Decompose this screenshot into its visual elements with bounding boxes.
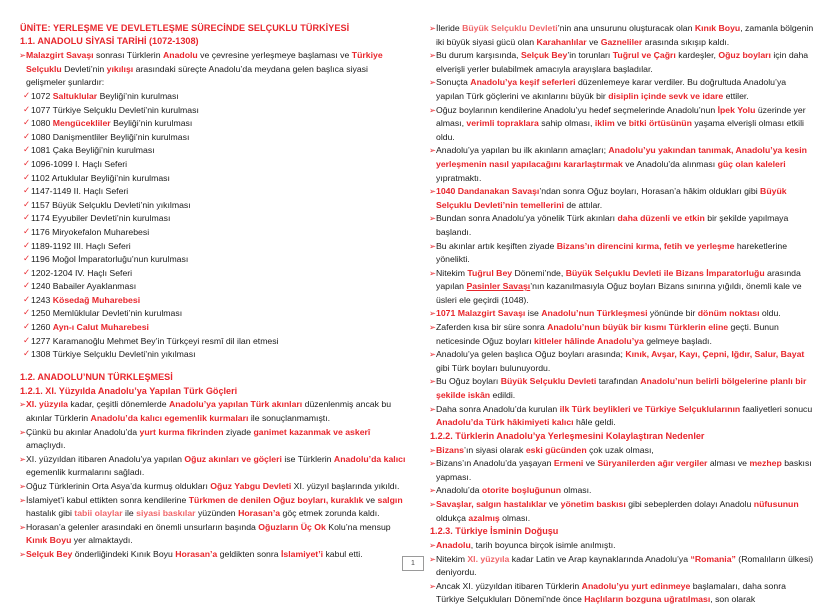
- list-item: [420, 185, 816, 212]
- list-item-text: Nitekim XI. yüzyıla kadar Latin ve Arap kaynaklarında Anadolu’ya “Romania” (Romalıların ülkesi) deniyordu.: [436, 553, 814, 578]
- highlighted-term: Horasan’a: [175, 548, 218, 559]
- list-item-text: 1077 Türkiye Selçuklu Devleti’nin kurulması: [31, 104, 199, 115]
- list-item-text: Bundan sonra Anadolu’ya yönelik Türk akınları daha düzenli ve etkin bir şekilde yapılmaya başlandı.: [436, 213, 789, 237]
- list-item-text: Çünkü bu akınlar Anadolu’da yurt kurma fikrinden ziyade ganimet kazanmak ve askerî amaçlıydı.: [26, 426, 371, 451]
- two-column-layout: [10, 22, 818, 607]
- list-item: [420, 457, 816, 484]
- arrow-bullet-icon: ➢: [429, 580, 436, 591]
- list-item: [10, 321, 406, 335]
- list-item-text: Anadolu’da otorite boşluğunun olması.: [436, 485, 592, 496]
- section-heading-1-1: 1.1. ANADOLU SİYASİ TARİHİ (1072-1308): [20, 36, 199, 47]
- highlighted-term: İslamiyet’i: [281, 548, 324, 559]
- arrow-bullet-icon: ➢: [429, 145, 436, 156]
- intro-bullet-list: [10, 49, 406, 90]
- arrow-bullet-icon: ➢: [429, 444, 436, 455]
- section-heading-1-2-2: 1.2.2. Türklerin Anadolu’ya Yerleşmesini Kolaylaştıran Nedenler: [430, 430, 705, 441]
- highlighted-term: yıkılışı: [106, 63, 134, 74]
- list-item: [10, 494, 406, 521]
- highlighted-term: eski gücünden: [525, 444, 587, 455]
- page-number-label: 1: [411, 560, 415, 567]
- list-item-text: 1196 Moğol İmparatorluğu’nun kurulması: [31, 254, 189, 265]
- list-item: [10, 212, 406, 226]
- reasons-bullet-list: [420, 444, 816, 526]
- check-bullet-icon: ✓: [23, 90, 31, 101]
- list-item: [420, 321, 816, 348]
- highlighted-term: Tuğrul Bey: [467, 267, 513, 278]
- list-item: [10, 521, 406, 548]
- check-bullet-icon: ✓: [23, 104, 31, 115]
- list-item: [10, 104, 406, 118]
- list-item-text: Bu Oğuz boyları Büyük Selçuklu Devleti tarafından Anadolu’nun belirli bölgelerine planlı bir şekilde iskân edildi.: [436, 376, 807, 401]
- list-item: [420, 104, 816, 145]
- list-item-text: Savaşlar, salgın hastalıklar ve yönetim baskısı gibi sebeplerden dolayı Anadolu nüfusunun oldukça azalmış olması.: [436, 498, 799, 523]
- list-item-text: 1157 Büyük Selçuklu Devleti’nin yıkılması: [31, 199, 191, 210]
- highlighted-term: Pasinler Savaşı: [466, 281, 531, 292]
- list-item-text: Oğuz boylarının kendilerine Anadolu’yu hedef seçmelerinde Anadolu’nun İpek Yolu üzerinde yer alması, verimli topraklara sahip olması, iklim ve bitki örtüsünün yaşama elverişli olması etkili oldu.: [436, 104, 806, 142]
- list-item-text: 1040 Dandanakan Savaşı’ndan sonra Oğuz boyları, Horasan’a hâkim oldukları gibi Büyük Selçuklu Devleti’nin temellerini de attılar.: [436, 186, 787, 210]
- list-item-text: 1081 Çaka Beyliği’nin kurulması: [31, 145, 155, 156]
- list-item: [10, 185, 406, 199]
- list-item: [420, 539, 816, 553]
- highlighted-term: İpek Yolu: [717, 104, 756, 115]
- highlighted-term: Anadolu’yu yakından tanımak, Anadolu’ya kesin yerleşmenin nasıl yapılacağını kararlaştırmak: [436, 145, 807, 169]
- check-bullet-icon: ✓: [23, 158, 31, 169]
- list-item: [10, 335, 406, 349]
- list-item: [420, 240, 816, 267]
- list-item: [10, 307, 406, 321]
- highlighted-term: Anadolu’ya keşif seferleri: [470, 77, 576, 88]
- arrow-bullet-icon: ➢: [429, 23, 436, 33]
- highlighted-term: ilk Türk beylikleri ve Türkiye Selçuklularının: [559, 403, 741, 414]
- turkiye-name-bullet-list: [420, 539, 816, 607]
- highlighted-term: bitki örtüsünün: [628, 118, 692, 129]
- check-bullet-icon: ✓: [23, 349, 31, 360]
- migration-bullet-list: [10, 398, 406, 561]
- arrow-bullet-icon: ➢: [429, 322, 436, 333]
- highlighted-term: Ayn-ı Calut Muharebesi: [52, 322, 149, 333]
- list-item: [10, 426, 406, 453]
- highlighted-term: Karahanlılar: [536, 36, 587, 47]
- highlighted-term: “Romania”: [690, 553, 736, 564]
- highlighted-term: Anadolu’nun Türkleşmesi: [541, 308, 648, 319]
- highlighted-term: yönetim baskısı: [560, 498, 626, 509]
- list-item-text: İslamiyet’i kabul ettikten sonra kendilerine Türkmen de denilen Oğuz boyları, kuraklık ve salgın hastalık gibi tabii olaylar ile siyasi baskılar yüzünden Horasan’a göç etmek zorunda kaldı.: [26, 494, 403, 519]
- arrow-bullet-icon: ➢: [19, 521, 26, 532]
- check-bullet-icon: ✓: [23, 226, 31, 237]
- highlighted-term: Büyük Selçuklu Devleti ile Bizans İmparatorluğu: [565, 267, 765, 278]
- arrow-bullet-icon: ➢: [429, 349, 436, 360]
- highlighted-term: Oğuz akınları ve göçleri: [184, 453, 282, 464]
- check-bullet-icon: ✓: [23, 118, 31, 129]
- highlighted-term: Bizans: [436, 444, 465, 455]
- highlighted-term: disiplin içinde sevk ve idare: [608, 90, 724, 101]
- highlighted-term: salgın: [377, 494, 403, 505]
- section-spacer: [10, 362, 406, 371]
- highlighted-term: yurt kurma fikrinden: [139, 426, 224, 437]
- highlighted-term: azalmış: [468, 512, 500, 523]
- highlighted-term: daha düzenli ve etkin: [617, 213, 705, 224]
- list-item: [420, 484, 816, 498]
- highlighted-term: Bizans’ın direncini kırma, fetih ve yerleşme: [556, 240, 735, 251]
- highlighted-term: 1040 Dandanakan Savaşı: [436, 186, 540, 197]
- list-item: [10, 49, 406, 90]
- list-item-text: Bu akınlar artık keşiften ziyade Bizans’ın direncini kırma, fetih ve yerleşme hareketlerine yönelikti.: [436, 240, 788, 265]
- list-item: [420, 498, 816, 525]
- arrow-bullet-icon: ➢: [429, 553, 436, 564]
- list-item-text: 1243 Kösedağ Muharebesi: [31, 294, 141, 305]
- highlighted-term: Ermeni: [553, 458, 584, 469]
- highlighted-term: XI. yüzyıla: [467, 553, 510, 564]
- list-item: [10, 548, 406, 562]
- list-item: [420, 267, 816, 308]
- list-item: [10, 226, 406, 240]
- highlighted-term: otorite boşluğunun: [481, 485, 562, 496]
- list-item-text: XI. yüzyıldan itibaren Anadolu’ya yapılan Oğuz akınları ve göçleri ise Türklerin Anadolu’da kalıcı egemenlik kurmalarını sağladı.: [26, 453, 406, 478]
- highlighted-term: Anadolu’da kalıcı: [333, 453, 406, 464]
- list-item-text: Anadolu’ya yapılan bu ilk akınların amaçları; Anadolu’yu yakından tanımak, Anadolu’ya kesin yerleşmenin nasıl yapılacağını kararlaştırmak ve Anadolu’da alınması güç olan kaleleri yıpratmaktı.: [436, 145, 807, 183]
- arrow-bullet-icon: ➢: [429, 498, 436, 509]
- list-item: [420, 580, 816, 607]
- section-heading-1-2-1: 1.2.1. XI. Yüzyılda Anadolu’ya Yapılan Türk Göçleri: [20, 385, 238, 396]
- highlighted-term: Türkiye Selçuklu: [26, 50, 383, 74]
- check-bullet-icon: ✓: [23, 199, 31, 210]
- highlighted-term: Anadolu’ya yapılan Türk akınları: [168, 399, 303, 410]
- list-item: [420, 49, 816, 76]
- highlighted-term: nüfusunun: [753, 498, 799, 509]
- arrow-bullet-icon: ➢: [19, 494, 26, 505]
- list-item-text: Anadolu, tarih boyunca birçok isimle anılmıştı.: [436, 539, 616, 550]
- highlighted-term: dönüm noktası: [697, 308, 760, 319]
- list-item: [10, 480, 406, 494]
- highlighted-term: Selçuk Bey: [26, 548, 73, 559]
- list-item: [420, 553, 816, 580]
- highlighted-term: Anadolu’da Türk hâkimiyeti kalıcı: [436, 417, 574, 428]
- list-item-text: Bizans’ın siyasi olarak eski gücünden çok uzak olması,: [436, 444, 654, 455]
- highlighted-term: Anadolu’nun büyük bir kısmı Türklerin eline: [547, 322, 729, 333]
- list-item: [420, 444, 816, 458]
- highlighted-term: Anadolu: [162, 50, 198, 61]
- highlighted-term: Oğuz Yabgu Devleti: [210, 481, 292, 492]
- highlighted-term: iklim: [594, 118, 615, 129]
- arrow-bullet-icon: ➢: [429, 240, 436, 251]
- list-item-text: Oğuz Türklerinin Orta Asya’da kurmuş oldukları Oğuz Yabgu Devleti XI. yüzyıl başlarında yıkıldı.: [26, 481, 400, 492]
- arrow-bullet-icon: ➢: [429, 213, 436, 224]
- highlighted-term: Kınık Boyu: [694, 23, 741, 33]
- left-column: [10, 22, 406, 562]
- list-item-text: 1202-1204 IV. Haçlı Seferi: [31, 267, 133, 278]
- highlighted-term: kitleler hâlinde Anadolu’ya: [534, 335, 644, 346]
- check-bullet-icon: ✓: [23, 294, 31, 305]
- highlighted-term: Oğuzların Üç Ok: [258, 521, 326, 532]
- list-item: [420, 403, 816, 430]
- list-item-text: 1308 Türkiye Selçuklu Devleti’nin yıkılması: [31, 349, 196, 360]
- section-heading-1-2-3: 1.2.3. Türkiye İsminin Doğuşu: [430, 526, 559, 537]
- list-item: [10, 144, 406, 158]
- list-item-text: 1189-1192 III. Haçlı Seferi: [31, 240, 131, 251]
- highlighted-term: Savaşlar, salgın hastalıklar: [436, 498, 547, 509]
- highlighted-term: verimli topraklara: [466, 118, 539, 129]
- highlighted-term: Anadolu’da kalıcı egemenlik kurmaları: [90, 413, 249, 424]
- list-item: [10, 90, 406, 104]
- list-item: [420, 348, 816, 375]
- highlighted-term: tabii olaylar: [74, 508, 123, 519]
- highlighted-term: Gazneliler: [600, 36, 643, 47]
- highlighted-term: Anadolu: [436, 539, 471, 550]
- list-item: [10, 280, 406, 294]
- arrow-bullet-icon: ➢: [429, 376, 436, 387]
- list-item-text: Selçuk Bey önderliğindeki Kınık Boyu Horasan’a geldikten sonra İslamiyet’i kabul etti.: [26, 548, 363, 559]
- arrow-bullet-icon: ➢: [19, 50, 26, 61]
- list-item: [10, 158, 406, 172]
- list-item-text: 1080 Danişmentliler Beyliği’nin kurulması: [31, 131, 190, 142]
- check-bullet-icon: ✓: [23, 131, 31, 142]
- list-item-text: 1147-1149 II. Haçlı Seferi: [31, 186, 129, 197]
- highlighted-term: Anadolu’yu yurt edinmeye: [581, 580, 691, 591]
- check-bullet-icon: ✓: [23, 322, 31, 333]
- page-number-box: [402, 556, 424, 571]
- arrow-bullet-icon: ➢: [429, 186, 436, 197]
- list-item-text: 1071 Malazgirt Savaşı ise Anadolu’nun Türkleşmesi yönünde bir dönüm noktası oldu.: [436, 308, 781, 319]
- list-item-text: Bu durum karşısında, Selçuk Bey’in torunları Tuğrul ve Çağrı kardeşler, Oğuz boyları için daha elverişli yerler bulabilmek amacıyla arayışlara başladılar.: [436, 50, 809, 74]
- check-bullet-icon: ✓: [23, 213, 31, 224]
- check-bullet-icon: ✓: [23, 172, 31, 183]
- highlighted-term: Kınık, Avşar, Kayı, Çepni, Iğdır, Salur, Bayat: [625, 349, 805, 360]
- list-item: [10, 172, 406, 186]
- highlighted-term: Horasan’a: [238, 508, 281, 519]
- highlighted-term: Süryanilerden ağır vergiler: [597, 458, 708, 469]
- highlighted-term: Kösedağ Muharebesi: [52, 294, 141, 305]
- list-item: [10, 294, 406, 308]
- list-item-text: Malazgirt Savaşı sonrası Türklerin Anadolu ve çevresine yerleşmeye başlaması ve Türkiye Selçuklu Devleti’nin yıkılışı arasındaki süreçte Anadolu’da meydana gelen başlıca siyasi gelişmeler şunlardır:: [26, 50, 383, 88]
- right-column: [420, 22, 816, 607]
- list-item: [10, 199, 406, 213]
- list-item-text: Zaferden kısa bir süre sonra Anadolu’nun büyük bir kısmı Türklerin eline geçti. Bunun neticesinde Oğuz boyları kitleler hâlinde Anadolu’ya gelmeye başladı.: [436, 322, 779, 346]
- check-bullet-icon: ✓: [23, 145, 31, 156]
- settlement-bullet-list: [420, 22, 816, 430]
- list-item: [420, 22, 816, 49]
- list-item: [10, 131, 406, 145]
- arrow-bullet-icon: ➢: [429, 77, 436, 88]
- check-bullet-icon: ✓: [23, 308, 31, 319]
- highlighted-term: Anadolu’nun belirli bölgelerine planlı bir şekilde iskân: [436, 376, 807, 401]
- highlighted-term: siyasi baskılar: [136, 508, 196, 519]
- highlighted-term: Selçuk Bey: [520, 50, 568, 61]
- arrow-bullet-icon: ➢: [19, 426, 26, 437]
- check-bullet-icon: ✓: [23, 281, 31, 292]
- list-item: [10, 267, 406, 281]
- list-item: [10, 117, 406, 131]
- list-item-text: 1080 Mengücekliler Beyliği’nin kurulması: [31, 118, 193, 129]
- highlighted-term: Türkmen de denilen Oğuz boyları, kuraklık: [188, 494, 364, 505]
- check-bullet-icon: ✓: [23, 254, 31, 265]
- list-item: [10, 398, 406, 425]
- list-item-text: 1176 Miryokefalon Muharebesi: [31, 226, 150, 237]
- list-item-text: 1072 Saltuklular Beyliği’nin kurulması: [31, 90, 179, 101]
- arrow-bullet-icon: ➢: [429, 308, 436, 319]
- check-bullet-icon: ✓: [23, 335, 31, 346]
- list-item-text: İleride Büyük Selçuklu Devleti’nin ana unsurunu oluşturacak olan Kınık Boyu, zamanla bölgenin iki büyük siyasi gücü olan Karahanlılar ve Gazneliler arasında sıkışıp kaldı.: [436, 23, 814, 47]
- list-item-text: XI. yüzyıla kadar, çeşitli dönemlerde Anadolu’ya yapılan Türk akınları düzenlenmiş ancak bu akınlar Türklerin Anadolu’da kalıcı egemenlik kurmaları ile sonuçlanmamıştı.: [26, 399, 392, 424]
- highlighted-term: XI. yüzyıla: [26, 399, 69, 410]
- list-item-text: 1260 Ayn-ı Calut Muharebesi: [31, 322, 149, 333]
- arrow-bullet-icon: ➢: [429, 267, 436, 278]
- highlighted-term: 1071 Malazgirt Savaşı: [436, 308, 526, 319]
- list-item: [10, 348, 406, 362]
- highlighted-term: Saltuklular: [52, 90, 98, 101]
- highlighted-term: Büyük Selçuklu Devleti’nin temellerini: [436, 186, 787, 210]
- highlighted-term: Oğuz boyları: [718, 50, 771, 61]
- list-item: [420, 375, 816, 402]
- unit-heading: ÜNİTE: YERLEŞME VE DEVLETLEŞME SÜRECİNDE SELÇUKLU TÜRKİYESİ: [20, 23, 350, 33]
- arrow-bullet-icon: ➢: [19, 481, 26, 492]
- highlighted-term: ganimet kazanmak ve askerî: [253, 426, 371, 437]
- list-item: [10, 240, 406, 254]
- list-item-text: 1250 Memlûklular Devleti’nin kurulması: [31, 308, 183, 319]
- arrow-bullet-icon: ➢: [19, 548, 26, 559]
- highlighted-term: Kınık Boyu: [26, 535, 72, 546]
- list-item-text: 1102 Artuklular Beyliği’nin kurulması: [31, 172, 170, 183]
- list-item-text: Horasan’a gelenler arasındaki en önemli unsurların başında Oğuzların Üç Ok Kolu’na mensup Kınık Boyu yer almaktaydı.: [26, 521, 391, 546]
- highlighted-term: Mengücekliler: [52, 118, 111, 129]
- list-item-text: 1174 Eyyubiler Devleti’nin kurulması: [31, 213, 171, 224]
- highlighted-term: Büyük Selçuklu Devleti: [462, 23, 558, 33]
- check-bullet-icon: ✓: [23, 240, 31, 251]
- highlighted-term: Tuğrul ve Çağrı: [612, 50, 676, 61]
- list-item: [10, 453, 406, 480]
- list-item-text: Nitekim Tuğrul Bey Dönemi’nde, Büyük Selçuklu Devleti ile Bizans İmparatorluğu arasında yapılan Pasinler Savaşı’nın kazanılmasıyla Oğuz boyları Bizans sınırına yığıldı, önemli kale ve üsleri ele geçirdi (1048).: [436, 267, 802, 305]
- list-item-text: Daha sonra Anadolu’da kurulan ilk Türk beylikleri ve Türkiye Selçuklularının faaliyetleri sonucu Anadolu’da Türk hâkimiyeti kalıcı hâle geldi.: [436, 403, 813, 428]
- highlighted-term: Haçlıların bozguna uğratılması: [584, 594, 711, 605]
- list-item: [420, 144, 816, 185]
- timeline-list: [10, 90, 406, 362]
- list-item-text: Sonuçta Anadolu’ya keşif seferleri düzenlemeye karar verdiler. Bu doğrultuda Anadolu’ya yapılan Türk göçlerini ve akınlarını büyük bir disiplin içinde sevk ve idare ettiler.: [436, 77, 787, 101]
- arrow-bullet-icon: ➢: [429, 458, 436, 469]
- list-item-text: 1277 Karamanoğlu Mehmet Bey’in Türkçeyi resmî dil ilan etmesi: [31, 335, 279, 346]
- section-heading-1-2: 1.2. ANADOLU’NUN TÜRKLEŞMESİ: [20, 371, 173, 382]
- list-item: [420, 76, 816, 103]
- arrow-bullet-icon: ➢: [429, 539, 436, 550]
- list-item: [420, 307, 816, 321]
- arrow-bullet-icon: ➢: [19, 453, 26, 464]
- list-item-text: Anadolu’ya gelen başlıca Oğuz boyları arasında; Kınık, Avşar, Kayı, Çepni, Iğdır, Salur, Bayat gibi Türk boyları bulunuyordu.: [436, 349, 805, 373]
- highlighted-term: güç olan kaleleri: [717, 158, 786, 169]
- arrow-bullet-icon: ➢: [429, 104, 436, 115]
- check-bullet-icon: ✓: [23, 186, 31, 197]
- check-bullet-icon: ✓: [23, 267, 31, 278]
- highlighted-term: mezhep: [749, 458, 782, 469]
- list-item-text: Bizans’ın Anadolu’da yaşayan Ermeni ve Süryanilerden ağır vergiler alması ve mezhep baskısı yapması.: [436, 458, 812, 482]
- list-item: [10, 253, 406, 267]
- arrow-bullet-icon: ➢: [429, 485, 436, 496]
- list-item-text: Ancak XI. yüzyıldan itibaren Türklerin Anadolu’yu yurt edinmeye başlamaları, daha sonra Türkiye Selçukluları Dönemi’nde önce Haçlıların bozguna uğratılması, son olarak: [436, 580, 786, 605]
- list-item: [420, 212, 816, 239]
- list-item-text: 1096-1099 I. Haçlı Seferi: [31, 158, 128, 169]
- arrow-bullet-icon: ➢: [19, 399, 26, 410]
- arrow-bullet-icon: ➢: [429, 403, 436, 414]
- highlighted-term: Malazgirt Savaşı: [26, 50, 94, 61]
- arrow-bullet-icon: ➢: [429, 50, 436, 61]
- list-item-text: 1240 Babailer Ayaklanması: [31, 281, 137, 292]
- highlighted-term: Büyük Selçuklu Devleti: [500, 376, 597, 387]
